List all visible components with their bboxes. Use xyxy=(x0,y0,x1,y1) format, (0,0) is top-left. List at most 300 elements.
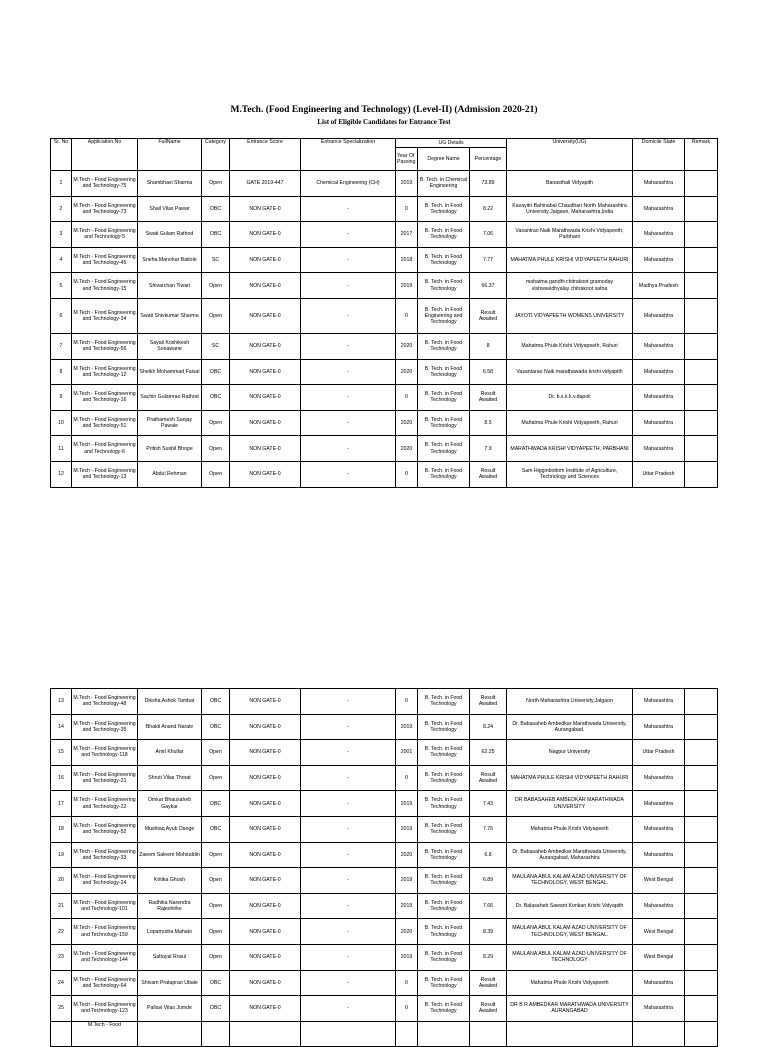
cell-sr-no: 23 xyxy=(51,944,72,970)
cell-percentage: 8.22 xyxy=(470,196,507,222)
cell-percentage: 73.89 xyxy=(470,171,507,197)
cell-full-name: Pallavi Vilas Jumde xyxy=(138,996,202,1022)
cell-remark xyxy=(685,791,718,817)
cell-sr-no: 11 xyxy=(51,436,72,462)
cell-entrance-score: NON GATE-0 xyxy=(230,298,301,333)
cell-sr-no: 24 xyxy=(51,970,72,996)
cell-entrance-score: NON GATE-0 xyxy=(230,765,301,791)
cell-category: Open xyxy=(202,765,230,791)
cell-sr-no: 6 xyxy=(51,298,72,333)
cell-full-name: Omkar Bhausaheb Gaykar xyxy=(138,791,202,817)
cell-entrance-score: NON GATE-0 xyxy=(230,740,301,766)
header-university: University(UG) xyxy=(507,139,633,171)
table-row xyxy=(51,273,718,299)
cell-category: OBC xyxy=(202,222,230,248)
cell-entrance-score: NON GATE-0 xyxy=(230,273,301,299)
cell-application-no: M.Tech - Food Engineering and Technology-48 xyxy=(72,689,138,715)
cell-category: OBC xyxy=(202,359,230,385)
table-body-page-1 xyxy=(51,171,718,488)
cell-empty xyxy=(633,1021,685,1047)
cell-domicile-state: Maharashtra xyxy=(633,385,685,411)
cell-university: Sam Higginbottom Institute of Agriculture, Technology and Sciences xyxy=(507,461,633,487)
cell-degree-name: B. Tech. in Food Engineering and Technology xyxy=(418,298,470,333)
cell-category: OBC xyxy=(202,816,230,842)
cell-sr-no: 1 xyxy=(51,171,72,197)
cell-domicile-state: West Bengal xyxy=(633,919,685,945)
cell-degree-name: B. Tech. in Food Technology xyxy=(418,714,470,740)
cell-university: mahatma gandhi chitrakoot gramoday vishwavidhyalay chitrakoot satna xyxy=(507,273,633,299)
cell-category: Open xyxy=(202,171,230,197)
header-remark: Remark xyxy=(685,139,718,171)
table-row xyxy=(51,765,718,791)
table-row-partial xyxy=(51,1021,718,1047)
cell-sr-no: 8 xyxy=(51,359,72,385)
cell-sr-no: 7 xyxy=(51,333,72,359)
cell-entrance-specialization: - xyxy=(301,385,396,411)
cell-degree-name: B. Tech. in Food Technology xyxy=(418,273,470,299)
cell-sr-no: 22 xyxy=(51,919,72,945)
cell-university: JAYOTI VIDYAPEETH WOMENS UNIVERSITY xyxy=(507,298,633,333)
cell-sr-no: 19 xyxy=(51,842,72,868)
cell-degree-name: B. Tech. in Food Technology xyxy=(418,385,470,411)
cell-university: Mahatma Phule Krishi Vidyapeeth, Rahuri xyxy=(507,410,633,436)
cell-remark xyxy=(685,970,718,996)
cell-remark xyxy=(685,919,718,945)
cell-category: OBC xyxy=(202,196,230,222)
cell-domicile-state: Madhya Pradesh xyxy=(633,273,685,299)
cell-domicile-state: Maharashtra xyxy=(633,842,685,868)
cell-year-of-passing: 2020 xyxy=(396,359,418,385)
cell-percentage: 7.43 xyxy=(470,791,507,817)
cell-empty xyxy=(685,1021,718,1047)
cell-sr-no: 25 xyxy=(51,996,72,1022)
cell-university: Mahatma Phule Krishi Vidyapeeth xyxy=(507,816,633,842)
cell-full-name: Zaeem Saleem Mohiuddin xyxy=(138,842,202,868)
cell-entrance-specialization: - xyxy=(301,298,396,333)
cell-year-of-passing: 2019 xyxy=(396,816,418,842)
cell-empty xyxy=(301,1021,396,1047)
cell-university: MAHATMA PHULE KRISHI VIDYAPEETH RAHURI xyxy=(507,247,633,273)
cell-percentage: Result Awaited xyxy=(470,689,507,715)
cell-year-of-passing: 0 xyxy=(396,765,418,791)
cell-university: Kavayitri Bahinabai Chaudhari North Maharashtra University Jalgaon, Maharashtra,India xyxy=(507,196,633,222)
cell-degree-name: B. Tech. in Food Technology xyxy=(418,893,470,919)
table-row xyxy=(51,996,718,1022)
cell-full-name: Radhika Narendra Rajeshirke xyxy=(138,893,202,919)
cell-sr-no: 17 xyxy=(51,791,72,817)
cell-degree-name: B. Tech. in Food Technology xyxy=(418,944,470,970)
cell-year-of-passing: 2020 xyxy=(396,919,418,945)
cell-entrance-score: NON GATE-0 xyxy=(230,996,301,1022)
cell-entrance-score: NON GATE-0 xyxy=(230,247,301,273)
cell-percentage: 7.66 xyxy=(470,893,507,919)
cell-degree-name: B. Tech. in Food Technology xyxy=(418,461,470,487)
cell-sr-no: 14 xyxy=(51,714,72,740)
cell-domicile-state: Maharashtra xyxy=(633,359,685,385)
table-row xyxy=(51,970,718,996)
cell-university: MAHATMA PHULE KRISHI VIDYAPEETH RAHURI xyxy=(507,765,633,791)
cell-remark xyxy=(685,944,718,970)
cell-degree-name: B. Tech. in Food Technology xyxy=(418,410,470,436)
cell-year-of-passing: 0 xyxy=(396,196,418,222)
cell-university: MAULANA ABUL KALAM AZAD UNIVERSITY OF TECHNOLOGY, WEST BENGAL. xyxy=(507,919,633,945)
cell-application-no: M.Tech - Food Engineering and Technology-64 xyxy=(72,970,138,996)
cell-sr-no: 3 xyxy=(51,222,72,248)
cell-university: MAULANA ABUL KALAM AZAD UNIVERSITY OF TECHNOLOGY, WEST BENGAL. xyxy=(507,868,633,894)
cell-application-no: M.Tech - Food Engineering and Technology-16 xyxy=(72,385,138,411)
cell-remark xyxy=(685,436,718,462)
cell-degree-name: B. Tech. in Food Technology xyxy=(418,436,470,462)
cell-entrance-score: NON GATE-0 xyxy=(230,714,301,740)
table-row xyxy=(51,333,718,359)
cell-university: Dr. Babasaheb Ambedkar Marathwada University, Aurangabad, Maharashtra xyxy=(507,842,633,868)
cell-empty xyxy=(51,1021,72,1047)
cell-remark xyxy=(685,816,718,842)
cell-domicile-state: Maharashtra xyxy=(633,893,685,919)
cell-percentage: 6.8 xyxy=(470,842,507,868)
cell-remark xyxy=(685,714,718,740)
cell-entrance-score: NON GATE-0 xyxy=(230,944,301,970)
cell-application-no: M.Tech - Food Engineering and Technology-21 xyxy=(72,765,138,791)
cell-year-of-passing: 2020 xyxy=(396,410,418,436)
cell-year-of-passing: 0 xyxy=(396,689,418,715)
cell-year-of-passing: 2019 xyxy=(396,273,418,299)
cell-category: Open xyxy=(202,740,230,766)
cell-remark xyxy=(685,385,718,411)
header-application-no: Application No xyxy=(72,139,138,171)
cell-full-name: Lopamudra Mahato xyxy=(138,919,202,945)
cell-empty xyxy=(230,1021,301,1047)
cell-domicile-state: Maharashtra xyxy=(633,298,685,333)
cell-full-name: Abdul Rehman xyxy=(138,461,202,487)
cell-degree-name: B. Tech. in Food Technology xyxy=(418,196,470,222)
cell-entrance-score: NON GATE-0 xyxy=(230,461,301,487)
cell-domicile-state: Maharashtra xyxy=(633,970,685,996)
cell-category: Open xyxy=(202,944,230,970)
cell-full-name: Sneha Manohar Baitole xyxy=(138,247,202,273)
cell-full-name: Shruti Vilas Thorat xyxy=(138,765,202,791)
cell-category: Open xyxy=(202,842,230,868)
cell-category: Open xyxy=(202,893,230,919)
cell-university: DR B R AMBEDKAR MARATHWADA UNIVERSITY AURANGABAD xyxy=(507,996,633,1022)
cell-university: Banasthali Vidyapith xyxy=(507,171,633,197)
cell-degree-name: B. Tech. in Food Technology xyxy=(418,247,470,273)
cell-full-name: Amit Khullar xyxy=(138,740,202,766)
cell-sr-no: 9 xyxy=(51,385,72,411)
cell-sr-no: 10 xyxy=(51,410,72,436)
cell-application-no: M.Tech - Food Engineering and Technology-101 xyxy=(72,893,138,919)
cell-domicile-state: Maharashtra xyxy=(633,196,685,222)
header-year-of-passing: Year Of Passing xyxy=(396,148,418,171)
cell-full-name: Shambhavi Sharma xyxy=(138,171,202,197)
candidates-table-page-2 xyxy=(50,688,718,1047)
cell-percentage: 7.77 xyxy=(470,247,507,273)
cell-percentage: 7.9 xyxy=(470,436,507,462)
cell-application-no: M.Tech - Food Engineering and Technology-159 xyxy=(72,919,138,945)
cell-year-of-passing: 2019 xyxy=(396,791,418,817)
table-row xyxy=(51,791,718,817)
cell-entrance-specialization: - xyxy=(301,273,396,299)
cell-entrance-specialization: - xyxy=(301,996,396,1022)
table-row xyxy=(51,436,718,462)
table-row xyxy=(51,298,718,333)
cell-remark xyxy=(685,410,718,436)
cell-application-no: M.Tech - Food Engineering and Technology-13 xyxy=(72,461,138,487)
cell-domicile-state: Maharashtra xyxy=(633,816,685,842)
cell-entrance-specialization: - xyxy=(301,689,396,715)
cell-entrance-specialization: - xyxy=(301,740,396,766)
cell-percentage: 7.76 xyxy=(470,816,507,842)
cell-percentage: 66.37 xyxy=(470,273,507,299)
cell-domicile-state: Maharashtra xyxy=(633,247,685,273)
cell-remark xyxy=(685,171,718,197)
cell-domicile-state: West Bengal xyxy=(633,944,685,970)
cell-university: Dr. b.s.k.k.v.dapoli xyxy=(507,385,633,411)
cell-entrance-score: NON GATE-0 xyxy=(230,816,301,842)
cell-category: OBC xyxy=(202,970,230,996)
cell-category: Open xyxy=(202,436,230,462)
table-row xyxy=(51,893,718,919)
cell-percentage: 8.29 xyxy=(470,944,507,970)
cell-entrance-specialization: - xyxy=(301,410,396,436)
cell-percentage: Result Awaited xyxy=(470,970,507,996)
cell-entrance-score: NON GATE-0 xyxy=(230,842,301,868)
cell-percentage: 7.06 xyxy=(470,222,507,248)
cell-remark xyxy=(685,893,718,919)
cell-entrance-specialization: - xyxy=(301,196,396,222)
cell-domicile-state: Uttar Pradesh xyxy=(633,461,685,487)
cell-full-name: Sheikh Mohammad Faisal xyxy=(138,359,202,385)
table-row xyxy=(51,714,718,740)
cell-domicile-state: Maharashtra xyxy=(633,171,685,197)
cell-entrance-score: NON GATE-0 xyxy=(230,791,301,817)
cell-full-name: Shail Vilas Pawar xyxy=(138,196,202,222)
header-degree-name: Degree Name xyxy=(418,148,470,171)
table-row xyxy=(51,816,718,842)
cell-category: OBC xyxy=(202,385,230,411)
cell-remark xyxy=(685,689,718,715)
cell-year-of-passing: 2020 xyxy=(396,436,418,462)
cell-domicile-state: Maharashtra xyxy=(633,333,685,359)
table-row xyxy=(51,171,718,197)
cell-remark xyxy=(685,247,718,273)
cell-percentage: 8.5 xyxy=(470,410,507,436)
cell-percentage: 62.25 xyxy=(470,740,507,766)
cell-entrance-specialization: - xyxy=(301,944,396,970)
cell-remark xyxy=(685,765,718,791)
cell-application-no: M.Tech - Food Engineering and Technology-52 xyxy=(72,816,138,842)
cell-entrance-score: NON GATE-0 xyxy=(230,893,301,919)
cell-entrance-specialization: - xyxy=(301,333,396,359)
cell-year-of-passing: 0 xyxy=(396,970,418,996)
cell-application-no: M.Tech - Food Engineering and Technology-33 xyxy=(72,842,138,868)
cell-entrance-specialization: - xyxy=(301,714,396,740)
cell-year-of-passing: 0 xyxy=(396,298,418,333)
cell-entrance-specialization: - xyxy=(301,791,396,817)
table-row xyxy=(51,359,718,385)
cell-entrance-score: NON GATE-0 xyxy=(230,410,301,436)
cell-entrance-specialization: - xyxy=(301,222,396,248)
cell-entrance-specialization: - xyxy=(301,868,396,894)
cell-sr-no: 15 xyxy=(51,740,72,766)
table-row xyxy=(51,868,718,894)
cell-degree-name: B. Tech. in Food Technology xyxy=(418,842,470,868)
cell-category: SC xyxy=(202,247,230,273)
cell-application-no: M.Tech - Food Engineering and Technology-118 xyxy=(72,740,138,766)
header-sr-no: Sr. No xyxy=(51,139,72,171)
cell-degree-name: B. Tech. in Food Technology xyxy=(418,791,470,817)
cell-category: Open xyxy=(202,410,230,436)
cell-degree-name: B. Tech. in Food Technology xyxy=(418,868,470,894)
cell-full-name: Swati Shivkumar Sharma xyxy=(138,298,202,333)
cell-remark xyxy=(685,273,718,299)
cell-percentage: 6.89 xyxy=(470,868,507,894)
cell-remark xyxy=(685,359,718,385)
table-row xyxy=(51,461,718,487)
cell-entrance-specialization: - xyxy=(301,359,396,385)
cell-university: Vasantarao Naik marathawada krishi vidyapith xyxy=(507,359,633,385)
cell-year-of-passing: 2019 xyxy=(396,893,418,919)
header-domicile-state: Domicile State xyxy=(633,139,685,171)
cell-application-no: M.Tech - Food Engineering and Technology-51 xyxy=(72,410,138,436)
cell-domicile-state: West Bengal xyxy=(633,868,685,894)
cell-remark xyxy=(685,298,718,333)
cell-entrance-specialization: - xyxy=(301,970,396,996)
table-row xyxy=(51,222,718,248)
cell-application-no: M.Tech - Food xyxy=(72,1021,138,1047)
cell-category: SC xyxy=(202,333,230,359)
cell-university: MARATHWADA KRISHI VIDYAPEETH, PARBHANI xyxy=(507,436,633,462)
table-row xyxy=(51,385,718,411)
table-row xyxy=(51,410,718,436)
cell-domicile-state: Maharashtra xyxy=(633,436,685,462)
header-full-name: FullName xyxy=(138,139,202,171)
cell-degree-name: B. Tech. in Food Technology xyxy=(418,996,470,1022)
cell-entrance-specialization: - xyxy=(301,461,396,487)
cell-empty xyxy=(138,1021,202,1047)
cell-category: OBC xyxy=(202,996,230,1022)
cell-remark xyxy=(685,196,718,222)
cell-remark xyxy=(685,461,718,487)
document-subtitle: List of Eligible Candidates for Entrance Test xyxy=(317,118,451,126)
cell-entrance-score: NON GATE-0 xyxy=(230,970,301,996)
cell-remark xyxy=(685,333,718,359)
cell-university: Nagpur University xyxy=(507,740,633,766)
cell-empty xyxy=(470,1021,507,1047)
candidates-table-page-1 xyxy=(50,138,718,488)
cell-full-name: Kritika Ghosh xyxy=(138,868,202,894)
cell-category: OBC xyxy=(202,689,230,715)
cell-percentage: 8.24 xyxy=(470,714,507,740)
cell-year-of-passing: 2001 xyxy=(396,740,418,766)
header-entrance-score: Entrance Score xyxy=(230,139,301,171)
cell-category: Open xyxy=(202,919,230,945)
cell-degree-name: B. Tech. in Food Technology xyxy=(418,765,470,791)
cell-full-name: Diksha Ashok Tambat xyxy=(138,689,202,715)
cell-year-of-passing: 0 xyxy=(396,385,418,411)
cell-year-of-passing: 2019 xyxy=(396,171,418,197)
cell-application-no: M.Tech - Food Engineering and Technology-5 xyxy=(72,222,138,248)
cell-full-name: Sayali Krishikesh Sonawane xyxy=(138,333,202,359)
cell-category: OBC xyxy=(202,791,230,817)
cell-entrance-specialization: - xyxy=(301,919,396,945)
cell-application-no: M.Tech - Food Engineering and Technology-24 xyxy=(72,868,138,894)
cell-full-name: Shivam Prataprao Ubale xyxy=(138,970,202,996)
header-ug-details: UG Details xyxy=(396,139,507,148)
cell-percentage: Result Awaited xyxy=(470,461,507,487)
table-row xyxy=(51,842,718,868)
cell-year-of-passing: 2019 xyxy=(396,868,418,894)
cell-year-of-passing: 2017 xyxy=(396,222,418,248)
cell-degree-name: B. Tech. in Food Technology xyxy=(418,222,470,248)
cell-university: Dr. Babasaheb Ambedkar Marathwada University, Aurangabad. xyxy=(507,714,633,740)
cell-percentage: Result Awaited xyxy=(470,765,507,791)
cell-entrance-score: NON GATE-0 xyxy=(230,359,301,385)
cell-entrance-score: GATE 2019-447 xyxy=(230,171,301,197)
cell-entrance-specialization: - xyxy=(301,816,396,842)
cell-remark xyxy=(685,222,718,248)
cell-domicile-state: Maharashtra xyxy=(633,222,685,248)
cell-application-no: M.Tech - Food Engineering and Technology-35 xyxy=(72,714,138,740)
cell-degree-name: B. Tech. in Food Technology xyxy=(418,359,470,385)
cell-year-of-passing: 2019 xyxy=(396,714,418,740)
cell-sr-no: 2 xyxy=(51,196,72,222)
table-row xyxy=(51,740,718,766)
cell-degree-name: B. Tech. in Food Technology xyxy=(418,333,470,359)
cell-percentage: 6.58 xyxy=(470,359,507,385)
cell-application-no: M.Tech - Food Engineering and Technology-56 xyxy=(72,333,138,359)
cell-sr-no: 18 xyxy=(51,816,72,842)
cell-remark xyxy=(685,842,718,868)
cell-application-no: M.Tech - Food Engineering and Technology-6 xyxy=(72,436,138,462)
cell-application-no: M.Tech - Food Engineering and Technology-15 xyxy=(72,273,138,299)
cell-sr-no: 20 xyxy=(51,868,72,894)
cell-domicile-state: Maharashtra xyxy=(633,791,685,817)
cell-university: Vasantrao Naik Marathwada Krishi Vidyapeeth, Parbhani xyxy=(507,222,633,248)
table-row xyxy=(51,944,718,970)
cell-category: OBC xyxy=(202,714,230,740)
cell-entrance-score: NON GATE-0 xyxy=(230,689,301,715)
cell-degree-name: B. Tech. in Food Technology xyxy=(418,740,470,766)
cell-entrance-specialization: - xyxy=(301,436,396,462)
cell-degree-name: B. Tech. in Food Technology xyxy=(418,970,470,996)
cell-entrance-specialization: - xyxy=(301,842,396,868)
cell-domicile-state: Maharashtra xyxy=(633,996,685,1022)
cell-year-of-passing: 2020 xyxy=(396,842,418,868)
cell-application-no: M.Tech - Food Engineering and Technology-123 xyxy=(72,996,138,1022)
cell-category: Open xyxy=(202,461,230,487)
cell-entrance-score: NON GATE-0 xyxy=(230,385,301,411)
header-row xyxy=(51,139,718,148)
cell-domicile-state: Maharashtra xyxy=(633,714,685,740)
cell-application-no: M.Tech - Food Engineering and Technology-75 xyxy=(72,171,138,197)
header-percentage: Percentage xyxy=(470,148,507,171)
cell-degree-name: B. Tech. in Food Technology xyxy=(418,919,470,945)
cell-full-name: Prathamesh Sanjay Pawale xyxy=(138,410,202,436)
cell-application-no: M.Tech - Food Engineering and Technology-22 xyxy=(72,791,138,817)
cell-category: Open xyxy=(202,868,230,894)
cell-year-of-passing: 2018 xyxy=(396,247,418,273)
cell-university: MAULANA ABUL KALAM AZAD UNIVERSITY OF TECHNOLOGY xyxy=(507,944,633,970)
cell-entrance-specialization: - xyxy=(301,247,396,273)
cell-empty xyxy=(418,1021,470,1047)
cell-percentage: 8.39 xyxy=(470,919,507,945)
cell-full-name: Sachin Gulamrao Rathod xyxy=(138,385,202,411)
cell-university: Mahatma Phule Krishi Vidyapeeth xyxy=(507,970,633,996)
table-row xyxy=(51,196,718,222)
cell-entrance-specialization: - xyxy=(301,893,396,919)
cell-empty xyxy=(507,1021,633,1047)
